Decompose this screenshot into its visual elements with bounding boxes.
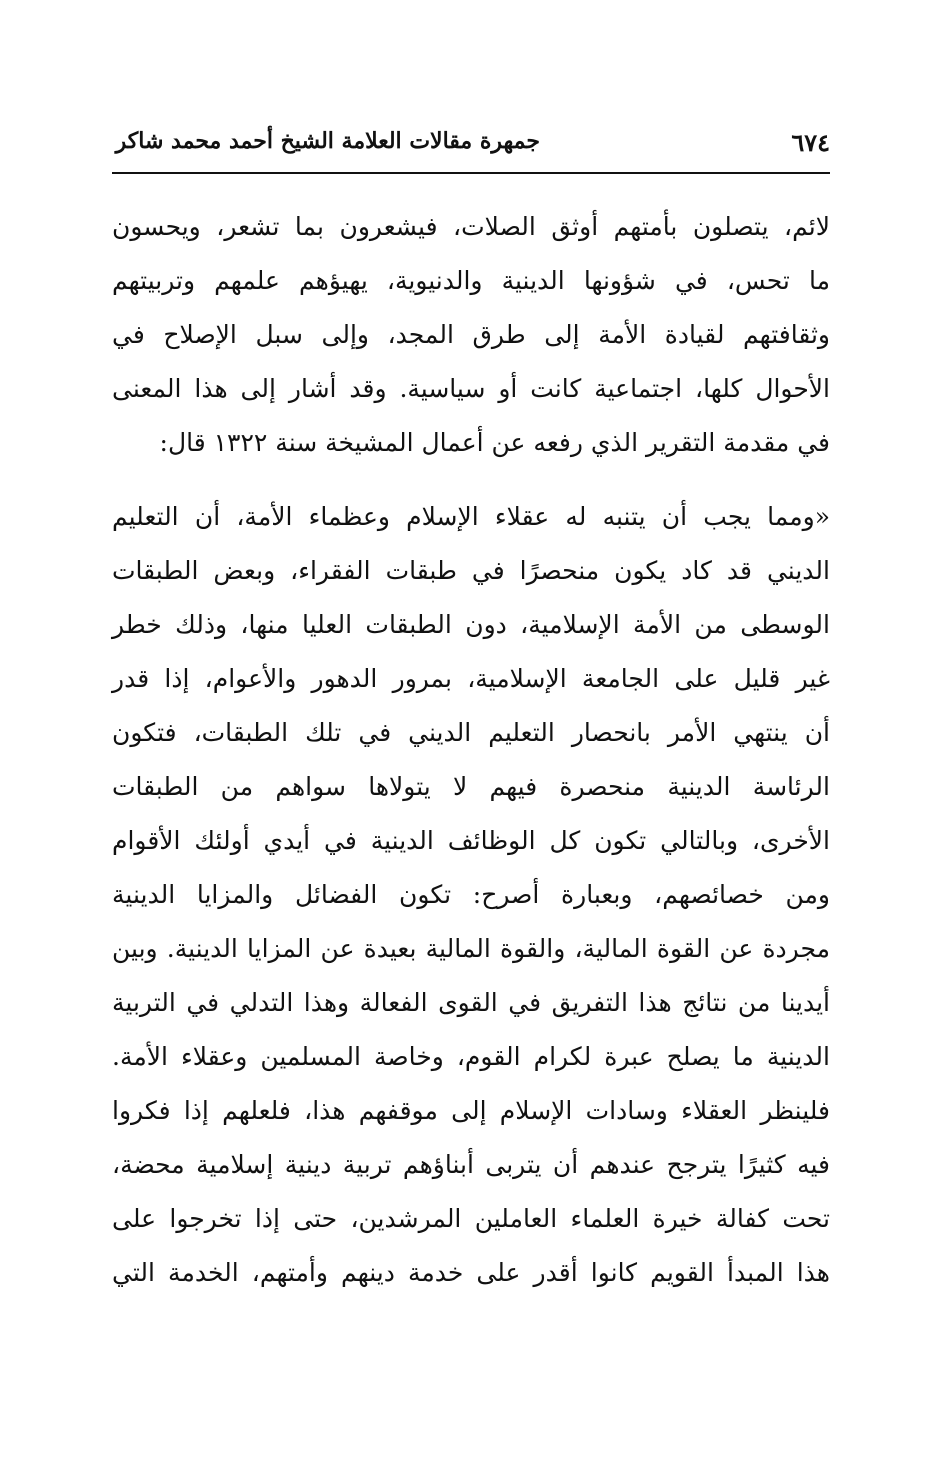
text-line: في مقدمة التقرير الذي رفعه عن أعمال المشيخة سنة ١٣٢٢ قال: (159, 428, 830, 457)
running-title: جمهرة مقالات العلامة الشيخ أحمد محمد شاكر (115, 128, 540, 154)
text-line: وثقافتهم لقيادة الأمة إلى طرق المجد، وإلى سبل الإصلاح في (112, 320, 830, 349)
quote-line: الوسطى من الأمة الإسلامية، دون الطبقات العليا منها، وذلك خطر (112, 610, 830, 639)
quote-line: مجردة عن القوة المالية، والقوة المالية بعيدة عن المزايا الدينية. وبين (112, 934, 830, 963)
page-number: ٦٧٤ (791, 128, 830, 157)
quote-line: غير قليل على الجامعة الإسلامية، بمرور الدهور والأعوام، إذا قدر (112, 664, 830, 693)
text-line: الأحوال كلها، اجتماعية كانت أو سياسية. وقد أشار إلى هذا المعنى (112, 374, 830, 403)
quote-line: «ومما يجب أن يتنبه له عقلاء الإسلام وعظماء الأمة، أن التعليم (112, 502, 830, 531)
page-header (112, 128, 830, 170)
quote-line: الأخرى، وبالتالي تكون كل الوظائف الدينية في أيدي أولئك الأقوام (112, 826, 830, 855)
quote-line: الديني قد كاد يكون منحصرًا في طبقات الفقراء، وبعض الطبقات (112, 556, 830, 585)
quote-line: الرئاسة الدينية منحصرة فيهم لا يتولاها سواهم من الطبقات (112, 772, 830, 801)
header-rule (112, 172, 830, 174)
quote-line: ومن خصائصهم، وبعبارة أصرح: تكون الفضائل والمزايا الدينية (112, 880, 830, 909)
text-line: لائم، يتصلون بأمتهم أوثق الصلات، فيشعرون بما تشعر، ويحسون (112, 212, 830, 241)
quote-line: أن ينتهي الأمر بانحصار التعليم الديني في تلك الطبقات، فتكون (112, 718, 830, 747)
quote-line: هذا المبدأ القويم كانوا أقدر على خدمة دينهم وأمتهم، الخدمة التي (112, 1258, 830, 1287)
quote-line: فلينظر العقلاء وسادات الإسلام إلى موقفهم هذا، فلعلهم إذا فكروا (112, 1096, 830, 1125)
quote-line: أيدينا من نتائج هذا التفريق في القوى الفعالة وهذا التدلي في التربية (112, 988, 830, 1017)
text-line: ما تحس، في شؤونها الدينية والدنيوية، يهيؤهم علمهم وتربيتهم (112, 266, 830, 295)
quote-line: فيه كثيرًا يترجح عندهم أن يتربى أبناؤهم تربية دينية إسلامية محضة، (112, 1150, 830, 1179)
body-text (112, 200, 830, 1300)
quote-line: الدينية ما يصلح عبرة لكرام القوم، وخاصة المسلمين وعقلاء الأمة. (112, 1042, 830, 1071)
quote-line: تحت كفالة خيرة العلماء العاملين المرشدين، حتى إذا تخرجوا على (112, 1204, 830, 1233)
paragraph-gap (112, 470, 830, 490)
